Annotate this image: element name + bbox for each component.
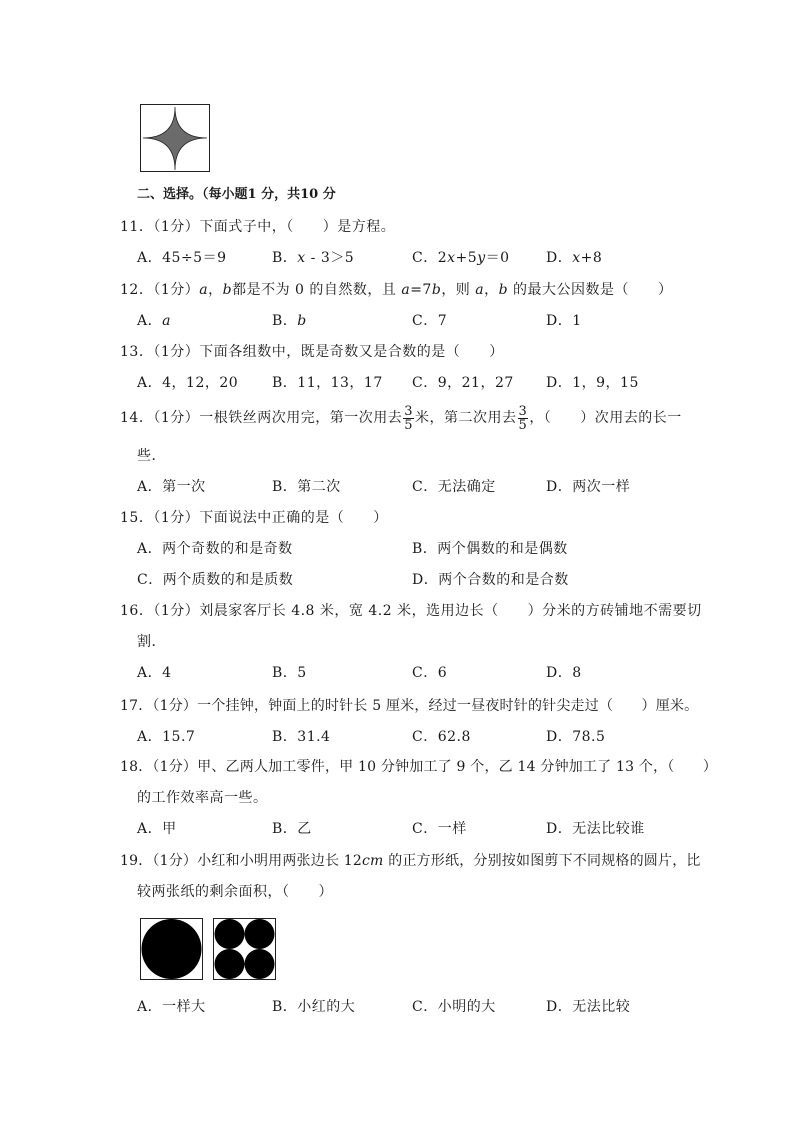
- q11-option-d[interactable]: D．x+8: [546, 250, 603, 266]
- q19-option-c[interactable]: C．小明的大: [412, 999, 496, 1015]
- big-circle-square-figure: [140, 918, 204, 981]
- fraction-three-fifths: $\frac{3}{5}$: [404, 403, 414, 433]
- question-13: 13．（1分）下面各组数中，既是奇数又是合数的是（ ）: [120, 344, 504, 360]
- q17-option-b[interactable]: B．31.4: [272, 729, 331, 745]
- q12-option-c[interactable]: C．7: [412, 313, 448, 329]
- four-circles-square-figure: [213, 918, 277, 981]
- q14-option-a[interactable]: A．第一次: [137, 479, 206, 495]
- q18-option-a[interactable]: A．甲: [137, 821, 177, 837]
- q15-option-d[interactable]: D．两个合数的和是合数: [412, 572, 569, 588]
- q15-option-b[interactable]: B．两个偶数的和是偶数: [412, 541, 568, 557]
- q13-option-c[interactable]: C．9，21，27: [412, 375, 514, 391]
- q18-option-d[interactable]: D．无法比较谁: [546, 821, 645, 837]
- q17-option-a[interactable]: A．15.7: [137, 729, 196, 745]
- fraction-three-fifths: $\frac{3}{5}$: [518, 403, 528, 433]
- question-19: 19．（1分）小红和小明用两张边长 12cm 的正方形纸，分别按如图剪下不同规格的圆片，比: [120, 853, 701, 869]
- q11-option-a[interactable]: A．45÷5＝9: [137, 250, 227, 266]
- q11-option-c[interactable]: C．2x+5y＝0: [412, 250, 510, 266]
- q19-option-b[interactable]: B．小红的大: [272, 999, 356, 1015]
- q14-option-b[interactable]: B．第二次: [272, 479, 341, 495]
- question-14-line2: 些．: [137, 448, 166, 464]
- q13-option-b[interactable]: B．11，13，17: [272, 375, 383, 391]
- q15-option-a[interactable]: A．两个奇数的和是奇数: [137, 541, 293, 557]
- q14-option-d[interactable]: D．两次一样: [546, 479, 631, 495]
- q17-option-c[interactable]: C．62.8: [412, 729, 471, 745]
- question-15: 15．（1分）下面说法中正确的是（ ）: [120, 510, 388, 526]
- q16-option-a[interactable]: A．4: [137, 665, 172, 681]
- q13-option-a[interactable]: A．4，12，20: [137, 375, 239, 391]
- section-title: 二、选择。（每小题1 分，共10 分: [137, 187, 336, 202]
- q19-option-a[interactable]: A．一样大: [137, 999, 206, 1015]
- q14-option-c[interactable]: C．无法确定: [412, 479, 496, 495]
- q19-option-d[interactable]: D．无法比较: [546, 999, 631, 1015]
- question-11: 11．（1分）下面式子中，（ ）是方程。: [120, 219, 396, 235]
- q11-option-b[interactable]: B．x - 3＞5: [272, 250, 355, 266]
- question-19-line2: 较两张纸的剩余面积，（ ）: [137, 884, 333, 900]
- q13-option-d[interactable]: D．1，9，15: [546, 375, 639, 391]
- question-18-line2: 的工作效率高一些。: [137, 790, 268, 806]
- question-14: 14．（1分）一根铁丝两次用完，第一次用去 $\frac{3}{5}$ 米，第二次用去 $\frac{3}{5}$ ，（ ）次用去的长一: [120, 403, 682, 433]
- q18-option-c[interactable]: C．一样: [412, 821, 467, 837]
- concave-star-figure: [140, 104, 211, 173]
- q18-option-b[interactable]: B．乙: [272, 821, 312, 837]
- q16-option-b[interactable]: B．5: [272, 665, 307, 681]
- q15-option-c[interactable]: C．两个质数的和是质数: [137, 572, 294, 588]
- q17-option-d[interactable]: D．78.5: [546, 729, 606, 745]
- question-16: 16．（1分）刘晨家客厅长 4.8 米，宽 4.2 米，选用边长（ ）分米的方砖铺地不需要切: [120, 603, 702, 619]
- question-16-line2: 割．: [137, 634, 166, 650]
- q12-option-b[interactable]: B．b: [272, 313, 307, 329]
- question-12: 12．（1分）a，b都是不为 0 的自然数，且 a=7b，则 a，b 的最大公因数是（ ）: [120, 282, 673, 298]
- question-18: 18．（1分）甲、乙两人加工零件，甲 10 分钟加工了 9 个，乙 14 分钟加工了 13 个，（ ）: [120, 759, 718, 775]
- q12-option-a[interactable]: A．a: [137, 313, 171, 329]
- q12-option-d[interactable]: D．1: [546, 313, 582, 329]
- question-17: 17．（1分）一个挂钟，钟面上的时针长 5 厘米，经过一昼夜时针的针尖走过（ ）厘米。: [120, 698, 699, 714]
- q16-option-c[interactable]: C．6: [412, 665, 448, 681]
- q16-option-d[interactable]: D．8: [546, 665, 582, 681]
